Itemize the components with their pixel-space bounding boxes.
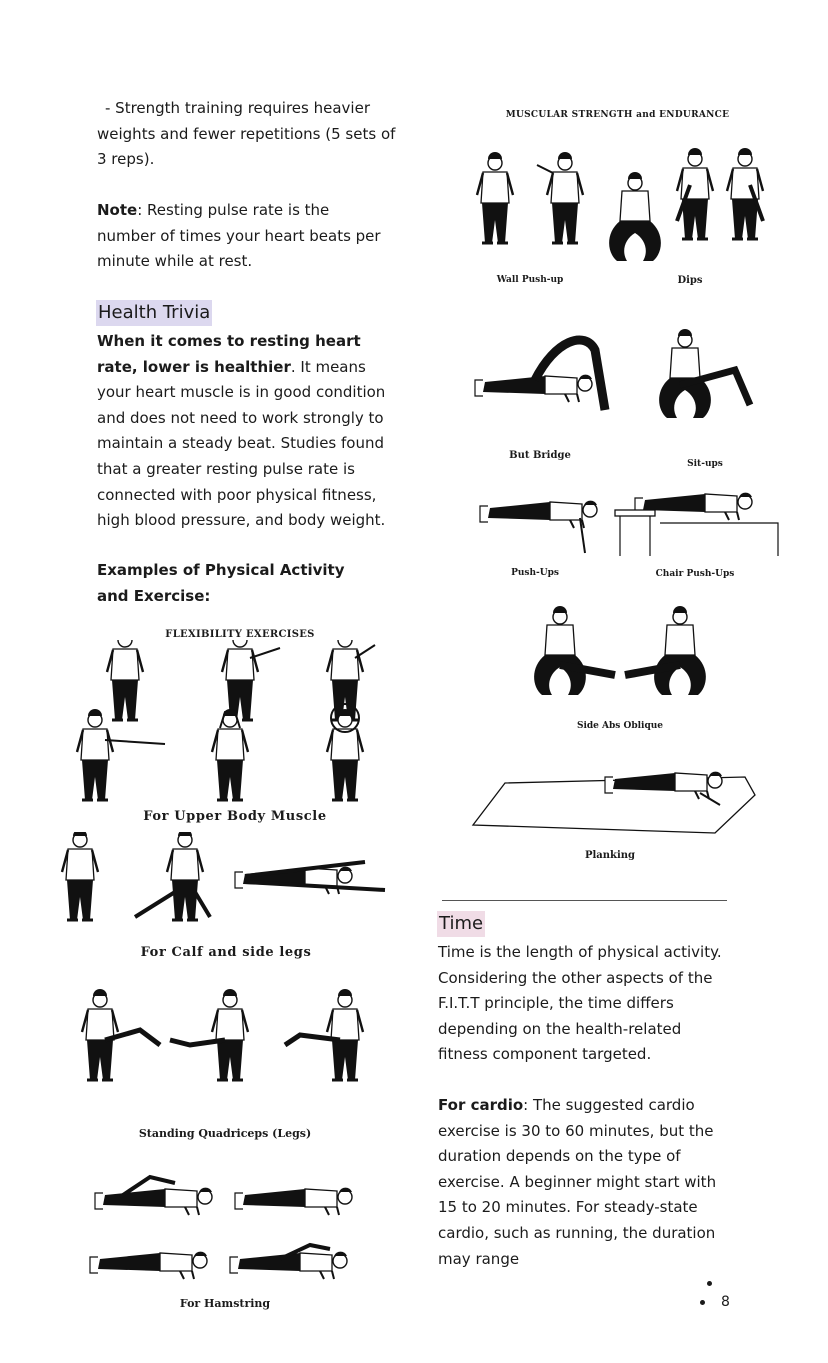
caption-pushups: Push-Ups — [511, 568, 559, 578]
upper-body-stretch-illustration — [70, 640, 400, 810]
caption-hamstring: For Hamstring — [179, 1297, 271, 1310]
trivia-text: . It means your heart muscle is in good condition and does not need to work strongly to maintain a steady beat. Studies found that a greater resting pulse rate is connected with poor physical fitness, high blood pressure, and body weight. — [97, 357, 386, 530]
cardio-paragraph — [438, 1093, 732, 1272]
hamstring-illustration — [80, 1165, 380, 1285]
cardio-text: : The suggested cardio exercise is 30 to 60 minutes, but the duration depends on the type of exercise. A beginner might start with 15 to 20 minutes. For steady-state cardio, such as running, the duration may range — [438, 1096, 717, 1268]
trivia-bold-text: When it comes to resting heart rate, lower is healthier — [97, 332, 361, 376]
bridge-situps-illustration — [465, 310, 770, 450]
caption-butt-bridge: But Bridge — [509, 450, 571, 461]
muscular-strength-title: MUSCULAR STRENGTH and ENDURANCE — [505, 110, 730, 120]
note-text: : Resting pulse rate is the number of times your heart beats per minute while at rest. — [97, 201, 381, 271]
caption-dips: Dips — [677, 275, 703, 286]
standing-quadriceps-illustration — [60, 970, 390, 1105]
footer-dot-top — [707, 1281, 712, 1286]
health-trivia-heading: Health Trivia — [96, 300, 212, 326]
calf-side-legs-illustration — [45, 832, 395, 937]
flexibility-title: FLEXIBILITY EXERCISES — [165, 629, 315, 640]
time-heading: Time — [437, 911, 485, 937]
trivia-paragraph — [97, 329, 389, 534]
caption-chair-pushups: Chair Push-Ups — [655, 569, 735, 579]
caption-wall-pushup: Wall Push-up — [496, 275, 564, 285]
footer-dot-bottom — [700, 1300, 705, 1305]
caption-situps: Sit-ups — [687, 459, 723, 469]
examples-heading: Examples of Physical Activity and Exercise: — [97, 561, 345, 605]
strength-training-text: - Strength training requires heavier weights and fewer repetitions (5 sets of 3 reps). — [97, 99, 396, 169]
side-abs-oblique-illustration — [520, 595, 720, 715]
time-paragraph: Time is the length of physical activity. Considering the other aspects of the F.I.T.T principle, the time differs depending on the health-related fitness component targeted. — [438, 943, 722, 1064]
planking-illustration — [465, 755, 760, 840]
page-number: 8 — [721, 1294, 730, 1310]
note-label: Note — [97, 201, 138, 219]
caption-side-abs-oblique: Side Abs Oblique — [576, 721, 664, 731]
section-divider — [442, 900, 727, 901]
wall-pushup-dips-illustration — [465, 125, 770, 270]
pushups-illustration — [460, 478, 780, 563]
note-paragraph — [97, 198, 387, 275]
cardio-label: For cardio — [438, 1096, 524, 1114]
caption-standing-quadriceps: Standing Quadriceps (Legs) — [138, 1127, 312, 1140]
caption-calf-side-legs: For Calf and side legs — [140, 945, 312, 960]
caption-upper-body: For Upper Body Muscle — [143, 809, 327, 824]
caption-planking: Planking — [584, 850, 636, 861]
